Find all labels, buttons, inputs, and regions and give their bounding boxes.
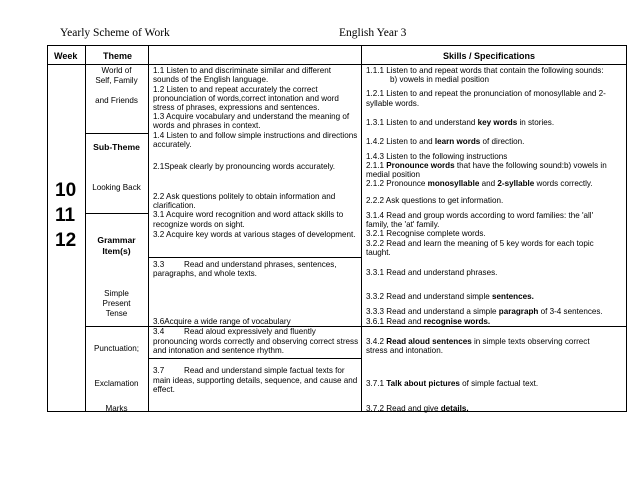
- skill-text: b) vowels in medial position: [390, 75, 489, 84]
- objective-text: words and phrases in context.: [153, 121, 261, 130]
- skill-text: 1.1.1 Listen to and repeat words that contain the following sounds:: [366, 66, 604, 75]
- objective-text: Read and understand phrases, sentences,: [184, 260, 337, 269]
- skill-text: 2.2.2 Ask questions to get information.: [366, 196, 504, 205]
- objective-text: pronouncing words correctly and observing correct stress: [153, 337, 359, 346]
- objective-text: 1.2 Listen to and repeat accurately the correct: [153, 85, 318, 94]
- skill-text: 1.4.3 Listen to the following instructions: [366, 152, 508, 161]
- objective-text: 2.2 Ask questions politely to obtain information and: [153, 192, 336, 201]
- skill-text: 2.1.2 Pronounce monosyllable and 2-syllable words correctly.: [366, 179, 593, 188]
- objective-text: main ideas, supporting details, sequence, and cause and: [153, 376, 358, 385]
- skill-text: taught.: [366, 248, 391, 257]
- objective-text: Read and understand simple factual texts for: [184, 366, 345, 375]
- objective-text: 1.3 Acquire vocabulary and understand the meaning of: [153, 112, 350, 121]
- objective-text: 2.1Speak clearly by pronouncing words accurately.: [153, 162, 336, 171]
- week-number: 10: [55, 180, 77, 201]
- objective-text: stress of phrases, expressions and sentences.: [153, 103, 320, 112]
- header-row-divider: [48, 64, 626, 65]
- scheme-table: [47, 45, 627, 412]
- grammar-text: Exclamation: [94, 379, 139, 388]
- skill-text: 3.6.1 Read and recognise words.: [366, 317, 491, 326]
- column-header-week: Week: [54, 51, 78, 61]
- week-number: 12: [55, 230, 77, 251]
- column-divider: [148, 46, 149, 411]
- skill-text: 1.4.2 Listen to and learn words of direction.: [366, 137, 525, 146]
- skill-text: 1.2.1 Listen to and repeat the pronunciation of monosyllable and 2-: [366, 89, 606, 98]
- objective-text: recognize words on sight.: [153, 220, 245, 229]
- subtheme-text: Looking Back: [92, 183, 141, 192]
- objective-text: pronounciation of words,correct intonation and word: [153, 94, 339, 103]
- skill-text: 3.4.2 Read aloud sentences in simple texts observing correct: [366, 337, 590, 346]
- objective-text: 3.6Acquire a wide range of vocabulary: [153, 317, 291, 326]
- week-number: 11: [55, 205, 76, 226]
- objective-text: and intonation and sentence rhythm.: [153, 346, 284, 355]
- theme-divider: [85, 213, 148, 214]
- objective-text: 3.1 Acquire word recognition and word attack skills to: [153, 210, 344, 219]
- objective-text: Read aloud expressively and fluently: [184, 327, 316, 336]
- skill-text: 3.2.2 Read and learn the meaning of 5 key words for each topic: [366, 239, 594, 248]
- theme-text: and Friends: [95, 96, 138, 105]
- header-subject: English Year 3: [339, 27, 407, 39]
- skill-text: 3.3.1 Read and understand phrases.: [366, 268, 498, 277]
- objective-text: effect.: [153, 385, 175, 394]
- theme-text: Self, Family: [95, 76, 138, 85]
- theme-divider: [85, 133, 148, 134]
- objective-text: sounds of the English language.: [153, 75, 269, 84]
- objective-divider: [148, 257, 361, 258]
- objective-number: 3.7: [153, 366, 165, 375]
- skill-text: 3.3.2 Read and understand simple sentences.: [366, 292, 534, 301]
- objective-text: 1.4 Listen to and follow simple instructions and directions: [153, 131, 358, 140]
- skill-text: family, the 'at' family.: [366, 220, 440, 229]
- skill-text: 3.3.3 Read and understand a simple paragraph of 3-4 sentences.: [366, 307, 603, 316]
- subtheme-label: Sub-Theme: [93, 142, 140, 152]
- objective-number: 3.3: [153, 260, 165, 269]
- skill-text: stress and intonation.: [366, 346, 443, 355]
- grammar-text: Punctuation;: [94, 344, 139, 353]
- objective-text: paragraphs, and whole texts.: [153, 269, 257, 278]
- theme-text: World of: [101, 66, 132, 75]
- grammar-label: Grammar: [97, 235, 136, 245]
- skill-text: medial position: [366, 170, 420, 179]
- skill-text: 3.7.1 Talk about pictures of simple factual text.: [366, 379, 539, 388]
- objective-text: 3.2 Acquire key words at various stages of development.: [153, 230, 356, 239]
- skill-text: 3.7.2 Read and give details.: [366, 404, 469, 413]
- objective-text: 1.1 Listen to and discriminate similar and different: [153, 66, 332, 75]
- grammar-text: Tense: [105, 309, 128, 318]
- grammar-label: Item(s): [102, 246, 131, 256]
- column-header-theme: Theme: [103, 51, 133, 61]
- column-divider: [361, 46, 362, 411]
- grammar-text: Simple: [104, 289, 129, 298]
- header-title: Yearly Scheme of Work: [60, 27, 170, 39]
- grammar-text: Marks: [105, 404, 128, 413]
- objective-divider: [148, 358, 361, 359]
- skill-text: syllable words.: [366, 99, 420, 108]
- objective-text: clarification.: [153, 201, 196, 210]
- skill-text: 2.1.1 Pronounce words that have the following sound:b) vowels in: [366, 161, 607, 170]
- skill-text: 3.2.1 Recognise complete words.: [366, 229, 486, 238]
- grammar-text: Present: [102, 299, 131, 308]
- objective-number: 3.4: [153, 327, 165, 336]
- skill-text: 3.1.4 Read and group words according to word families: the 'all': [366, 211, 594, 220]
- skill-text: 1.3.1 Listen to and understand key words in stories.: [366, 118, 555, 127]
- objective-text: accurately.: [153, 140, 192, 149]
- column-header-skills: Skills / Specifications: [443, 51, 536, 61]
